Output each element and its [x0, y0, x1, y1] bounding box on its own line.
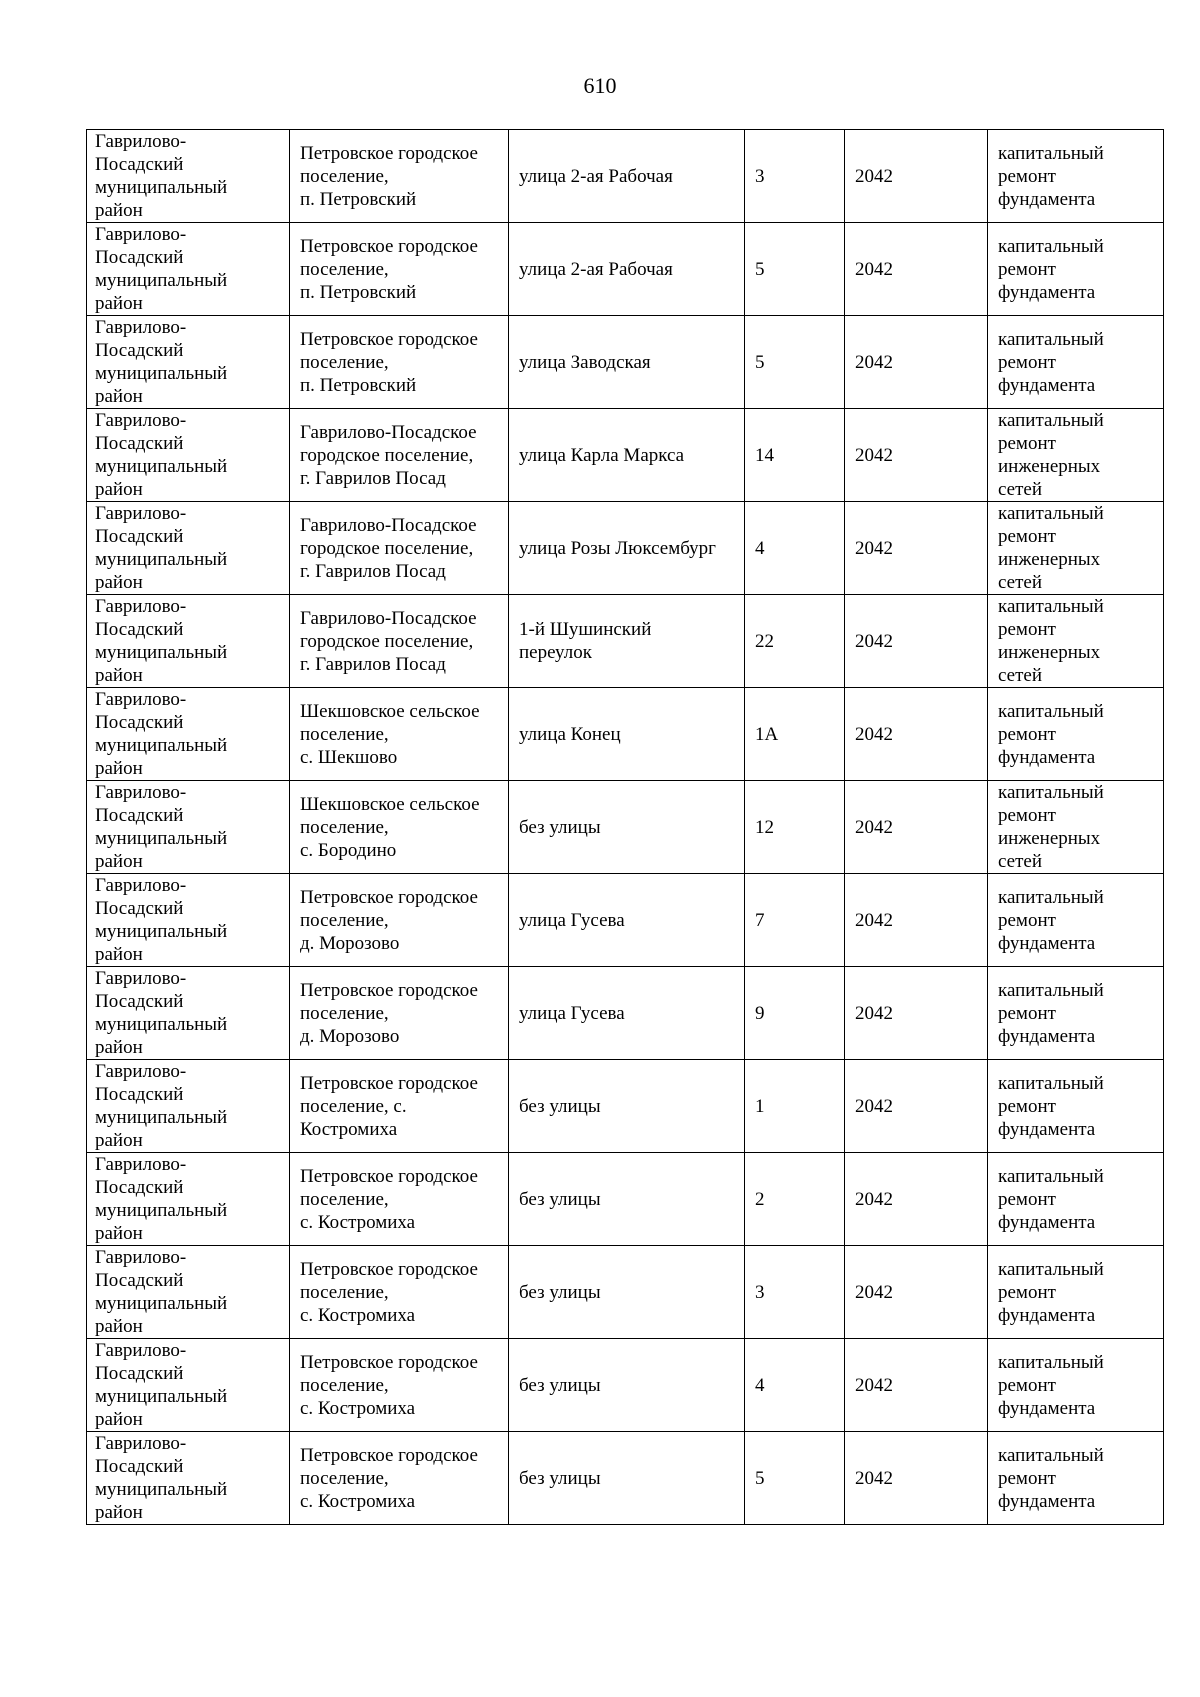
table-row [87, 874, 1164, 967]
work-type-cell-line: инженерных [998, 642, 1101, 663]
year-cell: 2042 [845, 1153, 988, 1246]
street-cell-line: улица 2-ая Рабочая [519, 258, 673, 280]
settlement-cell [290, 1153, 509, 1246]
settlement-cell-line: Петровское городское [300, 1165, 478, 1187]
work-type-cell [988, 1060, 1164, 1153]
district-cell-line: район [95, 758, 143, 779]
settlement-cell [290, 223, 509, 316]
district-cell-line: район [95, 1502, 143, 1523]
table-body [87, 130, 1164, 1525]
settlement-cell-line: поселение, [300, 1281, 389, 1303]
settlement-cell-line: Костромиха [300, 1118, 398, 1140]
table-row [87, 688, 1164, 781]
district-cell [87, 874, 290, 967]
work-type-cell-line: сетей [998, 665, 1043, 686]
table-row [87, 967, 1164, 1060]
district-cell-line: район [95, 851, 143, 872]
work-type-cell-line: капитальный [998, 596, 1104, 617]
work-type-cell-line: капитальный [998, 328, 1104, 350]
settlement-cell-line: городское поселение, [300, 537, 474, 559]
district-cell [87, 1432, 290, 1525]
house-number-cell: 14 [745, 409, 845, 502]
settlement-cell [290, 409, 509, 502]
work-type-cell-line: капитальный [998, 1444, 1104, 1466]
district-cell [87, 223, 290, 316]
year-cell: 2042 [845, 781, 988, 874]
street-cell [509, 781, 745, 874]
settlement-cell-line: поселение, с. [300, 1095, 407, 1117]
settlement-cell [290, 967, 509, 1060]
table-row [87, 781, 1164, 874]
district-cell-line: муниципальный [95, 177, 228, 198]
house-number-cell: 1 [745, 1060, 845, 1153]
house-number-cell: 9 [745, 967, 845, 1060]
work-type-cell [988, 781, 1164, 874]
settlement-cell-line: Петровское городское [300, 1258, 478, 1280]
repair-schedule-table [86, 129, 1164, 1525]
district-cell-line: Гаврилово- [95, 410, 187, 431]
street-cell [509, 130, 745, 223]
work-type-cell [988, 595, 1164, 688]
district-cell-line: Гаврилово- [95, 1247, 187, 1268]
work-type-cell-line: ремонт [998, 351, 1056, 373]
settlement-cell-line: Петровское городское [300, 1072, 478, 1094]
district-cell-line: район [95, 572, 143, 593]
house-number-cell: 12 [745, 781, 845, 874]
work-type-cell [988, 1153, 1164, 1246]
district-cell [87, 502, 290, 595]
house-number-cell: 5 [745, 316, 845, 409]
work-type-cell-line: ремонт [998, 165, 1056, 187]
district-cell-line: район [95, 200, 143, 221]
year-cell: 2042 [845, 688, 988, 781]
work-type-cell-line: ремонт [998, 619, 1056, 640]
work-type-cell-line: ремонт [998, 1374, 1056, 1396]
settlement-cell-line: Гаврилово-Посадское [300, 514, 477, 536]
street-cell [509, 688, 745, 781]
street-cell [509, 1153, 745, 1246]
street-cell-line: улица Конец [519, 723, 621, 745]
house-number-cell: 2 [745, 1153, 845, 1246]
district-cell-line: Посадский [95, 340, 184, 361]
settlement-cell-line: Петровское городское [300, 979, 478, 1001]
district-cell-line: Гаврилово- [95, 875, 187, 896]
table-row [87, 409, 1164, 502]
street-cell-line: без улицы [519, 1281, 601, 1303]
district-cell [87, 1339, 290, 1432]
house-number-cell: 4 [745, 502, 845, 595]
street-cell-line: без улицы [519, 1467, 601, 1489]
settlement-cell [290, 688, 509, 781]
district-cell [87, 316, 290, 409]
settlement-cell-line: поселение, [300, 258, 389, 280]
work-type-cell [988, 1339, 1164, 1432]
settlement-cell [290, 781, 509, 874]
house-number-cell: 3 [745, 1246, 845, 1339]
district-cell-line: район [95, 293, 143, 314]
street-cell-line: 1-й Шушинский [519, 619, 652, 640]
settlement-cell-line: с. Костромиха [300, 1490, 416, 1512]
street-cell [509, 1060, 745, 1153]
work-type-cell-line: ремонт [998, 805, 1056, 826]
work-type-cell [988, 874, 1164, 967]
district-cell-line: Посадский [95, 526, 184, 547]
work-type-cell-line: ремонт [998, 1281, 1056, 1303]
street-cell [509, 223, 745, 316]
district-cell-line: район [95, 1316, 143, 1337]
house-number-cell: 5 [745, 223, 845, 316]
work-type-cell-line: сетей [998, 851, 1043, 872]
work-type-cell-line: ремонт [998, 909, 1056, 931]
settlement-cell-line: Петровское городское [300, 235, 478, 257]
settlement-cell-line: городское поселение, [300, 630, 474, 652]
settlement-cell-line: с. Костромиха [300, 1211, 416, 1233]
work-type-cell-line: фундамента [998, 281, 1096, 303]
district-cell-line: Посадский [95, 712, 184, 733]
district-cell-line: Посадский [95, 619, 184, 640]
work-type-cell-line: капитальный [998, 886, 1104, 908]
work-type-cell-line: сетей [998, 479, 1043, 500]
work-type-cell-line: ремонт [998, 526, 1056, 547]
work-type-cell-line: фундамента [998, 374, 1096, 396]
district-cell-line: Гаврилово- [95, 782, 187, 803]
settlement-cell-line: поселение, [300, 1467, 389, 1489]
year-cell: 2042 [845, 595, 988, 688]
work-type-cell [988, 223, 1164, 316]
district-cell-line: Гаврилово- [95, 1433, 187, 1454]
work-type-cell-line: ремонт [998, 723, 1056, 745]
street-cell-line: без улицы [519, 816, 601, 838]
settlement-cell-line: поселение, [300, 351, 389, 373]
work-type-cell-line: капитальный [998, 1165, 1104, 1187]
district-cell [87, 409, 290, 502]
street-cell [509, 595, 745, 688]
district-cell-line: муниципальный [95, 735, 228, 756]
work-type-cell-line: инженерных [998, 828, 1101, 849]
work-type-cell [988, 502, 1164, 595]
district-cell-line: Гаврилово- [95, 1061, 187, 1082]
district-cell-line: район [95, 479, 143, 500]
house-number-cell: 5 [745, 1432, 845, 1525]
table-row [87, 130, 1164, 223]
work-type-cell [988, 967, 1164, 1060]
work-type-cell-line: ремонт [998, 1467, 1056, 1489]
settlement-cell-line: с. Костромиха [300, 1304, 416, 1326]
district-cell-line: Посадский [95, 154, 184, 175]
district-cell-line: Посадский [95, 1084, 184, 1105]
settlement-cell-line: Петровское городское [300, 1444, 478, 1466]
work-type-cell-line: фундамента [998, 746, 1096, 768]
district-cell-line: район [95, 665, 143, 686]
work-type-cell [988, 1432, 1164, 1525]
settlement-cell-line: Гаврилово-Посадское [300, 421, 477, 443]
district-cell [87, 781, 290, 874]
settlement-cell-line: Шекшовское сельское [300, 793, 480, 815]
settlement-cell-line: с. Шекшово [300, 746, 398, 768]
work-type-cell-line: капитальный [998, 1072, 1104, 1094]
settlement-cell-line: поселение, [300, 723, 389, 745]
district-cell-line: Гаврилово- [95, 1340, 187, 1361]
district-cell-line: муниципальный [95, 1386, 228, 1407]
street-cell [509, 1432, 745, 1525]
district-cell-line: район [95, 944, 143, 965]
work-type-cell-line: капитальный [998, 142, 1104, 164]
district-cell-line: район [95, 1409, 143, 1430]
settlement-cell-line: п. Петровский [300, 281, 417, 303]
settlement-cell-line: поселение, [300, 1374, 389, 1396]
work-type-cell-line: инженерных [998, 456, 1101, 477]
table-row [87, 223, 1164, 316]
house-number-cell: 1А [745, 688, 845, 781]
settlement-cell-line: п. Петровский [300, 188, 417, 210]
district-cell-line: Посадский [95, 247, 184, 268]
work-type-cell-line: ремонт [998, 433, 1056, 454]
street-cell-line: улица Заводская [519, 351, 651, 373]
settlement-cell-line: городское поселение, [300, 444, 474, 466]
district-cell-line: Посадский [95, 991, 184, 1012]
district-cell-line: муниципальный [95, 828, 228, 849]
year-cell: 2042 [845, 1060, 988, 1153]
settlement-cell-line: г. Гаврилов Посад [300, 560, 446, 582]
district-cell [87, 130, 290, 223]
settlement-cell-line: с. Костромиха [300, 1397, 416, 1419]
work-type-cell [988, 130, 1164, 223]
work-type-cell-line: капитальный [998, 700, 1104, 722]
district-cell-line: Посадский [95, 805, 184, 826]
year-cell: 2042 [845, 223, 988, 316]
work-type-cell-line: капитальный [998, 503, 1104, 524]
district-cell-line: Посадский [95, 1363, 184, 1384]
street-cell-line: улица Гусева [519, 909, 625, 931]
settlement-cell-line: г. Гаврилов Посад [300, 653, 446, 675]
settlement-cell-line: поселение, [300, 909, 389, 931]
settlement-cell-line: Петровское городское [300, 1351, 478, 1373]
district-cell [87, 688, 290, 781]
work-type-cell-line: капитальный [998, 782, 1104, 803]
settlement-cell-line: Шекшовское сельское [300, 700, 480, 722]
year-cell: 2042 [845, 1432, 988, 1525]
work-type-cell-line: сетей [998, 572, 1043, 593]
page-number: 610 [583, 73, 617, 98]
work-type-cell [988, 409, 1164, 502]
district-cell-line: муниципальный [95, 642, 228, 663]
year-cell: 2042 [845, 1246, 988, 1339]
work-type-cell-line: капитальный [998, 1258, 1104, 1280]
district-cell [87, 1246, 290, 1339]
district-cell-line: район [95, 1130, 143, 1151]
year-cell: 2042 [845, 130, 988, 223]
settlement-cell-line: г. Гаврилов Посад [300, 467, 446, 489]
settlement-cell-line: поселение, [300, 816, 389, 838]
work-type-cell-line: фундамента [998, 1211, 1096, 1233]
work-type-cell-line: фундамента [998, 1397, 1096, 1419]
district-cell-line: Гаврилово- [95, 1154, 187, 1175]
settlement-cell-line: Петровское городское [300, 886, 478, 908]
settlement-cell-line: Петровское городское [300, 328, 478, 350]
street-cell [509, 502, 745, 595]
district-cell-line: Гаврилово- [95, 317, 187, 338]
year-cell: 2042 [845, 502, 988, 595]
district-cell-line: муниципальный [95, 921, 228, 942]
work-type-cell-line: ремонт [998, 1002, 1056, 1024]
district-cell-line: Посадский [95, 898, 184, 919]
table-row [87, 1153, 1164, 1246]
district-cell-line: муниципальный [95, 456, 228, 477]
work-type-cell-line: капитальный [998, 410, 1104, 431]
street-cell [509, 409, 745, 502]
work-type-cell-line: фундамента [998, 932, 1096, 954]
house-number-cell: 22 [745, 595, 845, 688]
settlement-cell [290, 874, 509, 967]
work-type-cell-line: ремонт [998, 258, 1056, 280]
district-cell-line: район [95, 1037, 143, 1058]
work-type-cell-line: ремонт [998, 1095, 1056, 1117]
district-cell-line: район [95, 1223, 143, 1244]
district-cell-line: муниципальный [95, 549, 228, 570]
street-cell [509, 1339, 745, 1432]
table-row [87, 1432, 1164, 1525]
district-cell-line: Гаврилово- [95, 131, 187, 152]
district-cell-line: Гаврилово- [95, 596, 187, 617]
work-type-cell-line: фундамента [998, 1025, 1096, 1047]
table-row [87, 1060, 1164, 1153]
settlement-cell [290, 1246, 509, 1339]
work-type-cell-line: капитальный [998, 235, 1104, 257]
work-type-cell-line: фундамента [998, 1490, 1096, 1512]
house-number-cell: 3 [745, 130, 845, 223]
work-type-cell [988, 316, 1164, 409]
settlement-cell [290, 130, 509, 223]
settlement-cell-line: д. Морозово [300, 1025, 400, 1047]
settlement-cell-line: поселение, [300, 165, 389, 187]
settlement-cell [290, 1432, 509, 1525]
street-cell [509, 316, 745, 409]
street-cell [509, 874, 745, 967]
work-type-cell-line: инженерных [998, 549, 1101, 570]
work-type-cell-line: фундамента [998, 188, 1096, 210]
district-cell [87, 595, 290, 688]
work-type-cell [988, 1246, 1164, 1339]
table-row [87, 316, 1164, 409]
house-number-cell: 4 [745, 1339, 845, 1432]
year-cell: 2042 [845, 316, 988, 409]
street-cell-line: улица Розы Люксембург [519, 537, 716, 559]
district-cell [87, 1060, 290, 1153]
district-cell-line: Гаврилово- [95, 689, 187, 710]
settlement-cell [290, 316, 509, 409]
district-cell-line: муниципальный [95, 1479, 228, 1500]
table-row [87, 1339, 1164, 1432]
district-cell-line: Посадский [95, 1177, 184, 1198]
district-cell-line: муниципальный [95, 1200, 228, 1221]
year-cell: 2042 [845, 409, 988, 502]
house-number-cell: 7 [745, 874, 845, 967]
work-type-cell [988, 688, 1164, 781]
district-cell-line: муниципальный [95, 270, 228, 291]
district-cell [87, 967, 290, 1060]
work-type-cell-line: фундамента [998, 1118, 1096, 1140]
street-cell-line: без улицы [519, 1188, 601, 1210]
district-cell-line: Гаврилово- [95, 224, 187, 245]
street-cell-line: улица 2-ая Рабочая [519, 165, 673, 187]
settlement-cell-line: Петровское городское [300, 142, 478, 164]
district-cell-line: Посадский [95, 1270, 184, 1291]
settlement-cell [290, 1060, 509, 1153]
district-cell-line: муниципальный [95, 1014, 228, 1035]
district-cell-line: Гаврилово- [95, 503, 187, 524]
street-cell-line: без улицы [519, 1374, 601, 1396]
work-type-cell-line: капитальный [998, 979, 1104, 1001]
settlement-cell-line: с. Бородино [300, 839, 397, 861]
street-cell [509, 967, 745, 1060]
settlement-cell-line: поселение, [300, 1188, 389, 1210]
year-cell: 2042 [845, 874, 988, 967]
table-row [87, 595, 1164, 688]
district-cell-line: район [95, 386, 143, 407]
settlement-cell-line: д. Морозово [300, 932, 400, 954]
street-cell-line: улица Гусева [519, 1002, 625, 1024]
settlement-cell-line: п. Петровский [300, 374, 417, 396]
year-cell: 2042 [845, 1339, 988, 1432]
table-row [87, 1246, 1164, 1339]
work-type-cell-line: капитальный [998, 1351, 1104, 1373]
district-cell-line: Посадский [95, 1456, 184, 1477]
district-cell-line: Посадский [95, 433, 184, 454]
table-row [87, 502, 1164, 595]
district-cell-line: муниципальный [95, 363, 228, 384]
settlement-cell [290, 595, 509, 688]
street-cell-line: без улицы [519, 1095, 601, 1117]
street-cell-line: улица Карла Маркса [519, 444, 685, 466]
district-cell [87, 1153, 290, 1246]
work-type-cell-line: ремонт [998, 1188, 1056, 1210]
settlement-cell-line: поселение, [300, 1002, 389, 1024]
district-cell-line: муниципальный [95, 1107, 228, 1128]
work-type-cell-line: фундамента [998, 1304, 1096, 1326]
district-cell-line: Гаврилово- [95, 968, 187, 989]
street-cell-line: переулок [519, 642, 592, 663]
year-cell: 2042 [845, 967, 988, 1060]
district-cell-line: муниципальный [95, 1293, 228, 1314]
settlement-cell-line: Гаврилово-Посадское [300, 607, 477, 629]
street-cell [509, 1246, 745, 1339]
settlement-cell [290, 1339, 509, 1432]
settlement-cell [290, 502, 509, 595]
